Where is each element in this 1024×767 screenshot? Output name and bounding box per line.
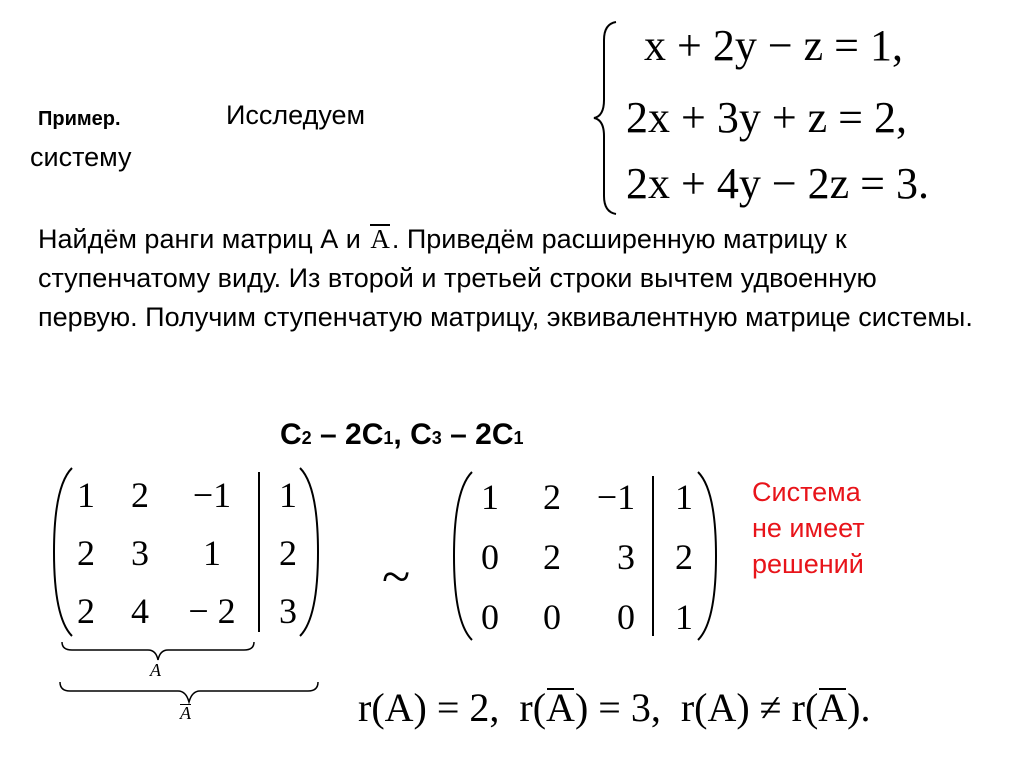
example-label: Пример. bbox=[38, 108, 121, 130]
matrix-cell: 2 bbox=[77, 591, 95, 631]
conclusion-line-2: не имеет bbox=[752, 513, 865, 543]
paragraph-part-2: . Приведём расширенную матрицу к ступенчатому виду. Из второй и третьей строки вычтем удвоенную первую. Получим ступенчатую матрицу, эквивалентную матрице системы. bbox=[38, 224, 973, 332]
matrix-cell: 1 bbox=[77, 475, 95, 515]
matrix-cell: 1 bbox=[279, 475, 297, 515]
intro-text-line-1: Исследуем bbox=[226, 100, 366, 130]
intro-text-line-2: систему bbox=[30, 142, 132, 172]
row-operations: C2 – 2C1, C3 – 2C1 bbox=[280, 418, 524, 451]
augment-separator bbox=[652, 476, 654, 636]
matrix-cell: 0 bbox=[481, 597, 499, 637]
rank-comparison bbox=[358, 684, 871, 731]
rank-a: r(A) = 2, bbox=[358, 685, 500, 730]
equation-1: x + 2y − z = 1, bbox=[644, 21, 903, 70]
matrix-cell: 4 bbox=[131, 591, 149, 631]
matrix-cell: 3 bbox=[279, 591, 297, 631]
paragraph-part-1: Найдём ранги матриц А и bbox=[38, 224, 369, 254]
rank-abar: r(A) = 3, bbox=[519, 685, 661, 730]
matrix-cell: 2 bbox=[131, 475, 149, 515]
augment-separator bbox=[258, 472, 260, 632]
conclusion-text bbox=[752, 474, 865, 582]
matrix-cell: 3 bbox=[617, 537, 635, 577]
rank-inequality: r(A) ≠ r(A). bbox=[680, 685, 871, 730]
left-paren bbox=[52, 466, 74, 638]
matrix-cell: 1 bbox=[675, 477, 693, 517]
matrix-cell: 3 bbox=[131, 533, 149, 573]
equation-2: 2x + 3y + z = 2, bbox=[626, 93, 907, 142]
right-paren bbox=[696, 470, 718, 642]
underbrace-coefficient-matrix bbox=[60, 640, 256, 662]
matrix-cell: 0 bbox=[481, 537, 499, 577]
matrix-cell: 1 bbox=[675, 597, 693, 637]
matrix-cell: 1 bbox=[203, 533, 221, 573]
matrix-cell: −1 bbox=[596, 477, 636, 517]
matrix-cell: 2 bbox=[543, 537, 561, 577]
matrix-cell: 0 bbox=[617, 597, 635, 637]
underbrace-augmented-matrix bbox=[58, 680, 320, 704]
conclusion-line-1: Система bbox=[752, 477, 861, 507]
label-coefficient-matrix: A bbox=[150, 660, 161, 680]
right-paren bbox=[298, 466, 320, 638]
label-augmented-matrix: A bbox=[180, 703, 191, 723]
matrix-cell: − 2 bbox=[188, 591, 236, 631]
equation-3: 2x + 4y − 2z = 3. bbox=[626, 159, 929, 208]
matrix-cell: 2 bbox=[543, 477, 561, 517]
matrix-cell: 2 bbox=[675, 537, 693, 577]
left-paren bbox=[452, 470, 474, 642]
explanation-paragraph bbox=[38, 220, 978, 337]
system-brace bbox=[590, 18, 620, 218]
equivalence-sign: ~ bbox=[382, 549, 411, 606]
matrix-cell: 0 bbox=[543, 597, 561, 637]
matrix-cell: −1 bbox=[192, 475, 232, 515]
matrix-cell: 2 bbox=[77, 533, 95, 573]
matrix-cell: 2 bbox=[279, 533, 297, 573]
augmented-matrix-symbol: A bbox=[368, 220, 392, 259]
matrix-cell: 1 bbox=[481, 477, 499, 517]
conclusion-line-3: решений bbox=[752, 549, 864, 579]
